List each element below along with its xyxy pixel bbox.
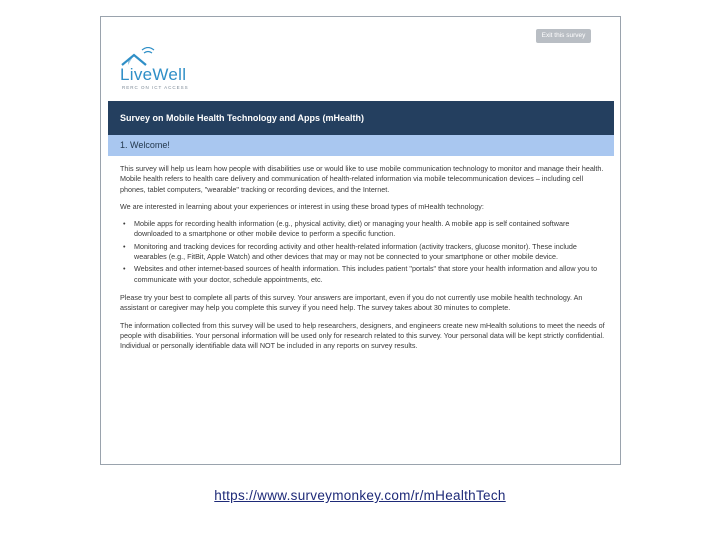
page-title-bar: 1. Welcome!	[108, 135, 614, 156]
bullet-icon: •	[123, 219, 126, 229]
list-item-text: Websites and other internet-based sources of health information. This includes patient "portals" that store your health information and allow you to communicate with your doctor, schedule appointments, etc.	[134, 264, 598, 284]
instructions-paragraph: Please try your best to complete all parts of this survey. Your answers are important, even if you do not currently use mobile health technology. An assistant or caregiver may help you complete this survey if you need help. The survey takes about 30 minutes to complete.	[120, 292, 583, 313]
list-item	[123, 264, 606, 285]
list-item	[123, 219, 606, 240]
bullet-icon: •	[123, 241, 126, 251]
survey-url-link[interactable]: https://www.surveymonkey.com/r/mHealthTech	[214, 488, 506, 503]
technology-list	[120, 219, 606, 285]
logo-name: LiveWell	[120, 65, 187, 84]
list-item-text: Monitoring and tracking devices for recording activity and other health-related information (activity trackers, glucose monitor). These include wearables (e.g., FitBit, Apple Watch) and other devices that may or may not be connected to your smartphone or other mobile device.	[134, 241, 577, 262]
privacy-paragraph: The information collected from this survey will be used to help researchers, designers, and engineers create new mHealth solutions to meet the needs of people with disabilities. Your personal information will be used only for research related to this survey. Your personal data will be kept strictly confidential. Individual or personally identifiable data will NOT be included in any reports on survey results.	[120, 320, 605, 351]
livewell-logo	[120, 47, 210, 97]
list-item	[123, 241, 606, 263]
list-item-text: Mobile apps for recording health information (e.g., physical activity, diet) or managing your health. A mobile app is self contained software downloaded to a smartphone or other mobile device to perform a specific function.	[134, 219, 570, 239]
survey-intro-content	[120, 164, 606, 358]
survey-title-bar: Survey on Mobile Health Technology and Apps (mHealth)	[108, 101, 614, 135]
interest-paragraph: We are interested in learning about your experiences or interest in using these broad types of mHealth technology:	[120, 201, 484, 211]
logo-tagline: RERC ON ICT ACCESS	[122, 85, 189, 90]
survey-screenshot-frame	[100, 16, 621, 465]
bullet-icon: •	[123, 264, 126, 274]
intro-paragraph: This survey will help us learn how people with disabilities use or would like to use mobile communication technology to monitor and manage their health. Mobile health refers to health care delivery and communication of health-related information via mobile telecommunication devices – including cell phones, tablet computers, "wearable" tracking or recording devices, and the Internet.	[120, 164, 604, 194]
exit-survey-button[interactable]: Exit this survey	[536, 29, 591, 43]
